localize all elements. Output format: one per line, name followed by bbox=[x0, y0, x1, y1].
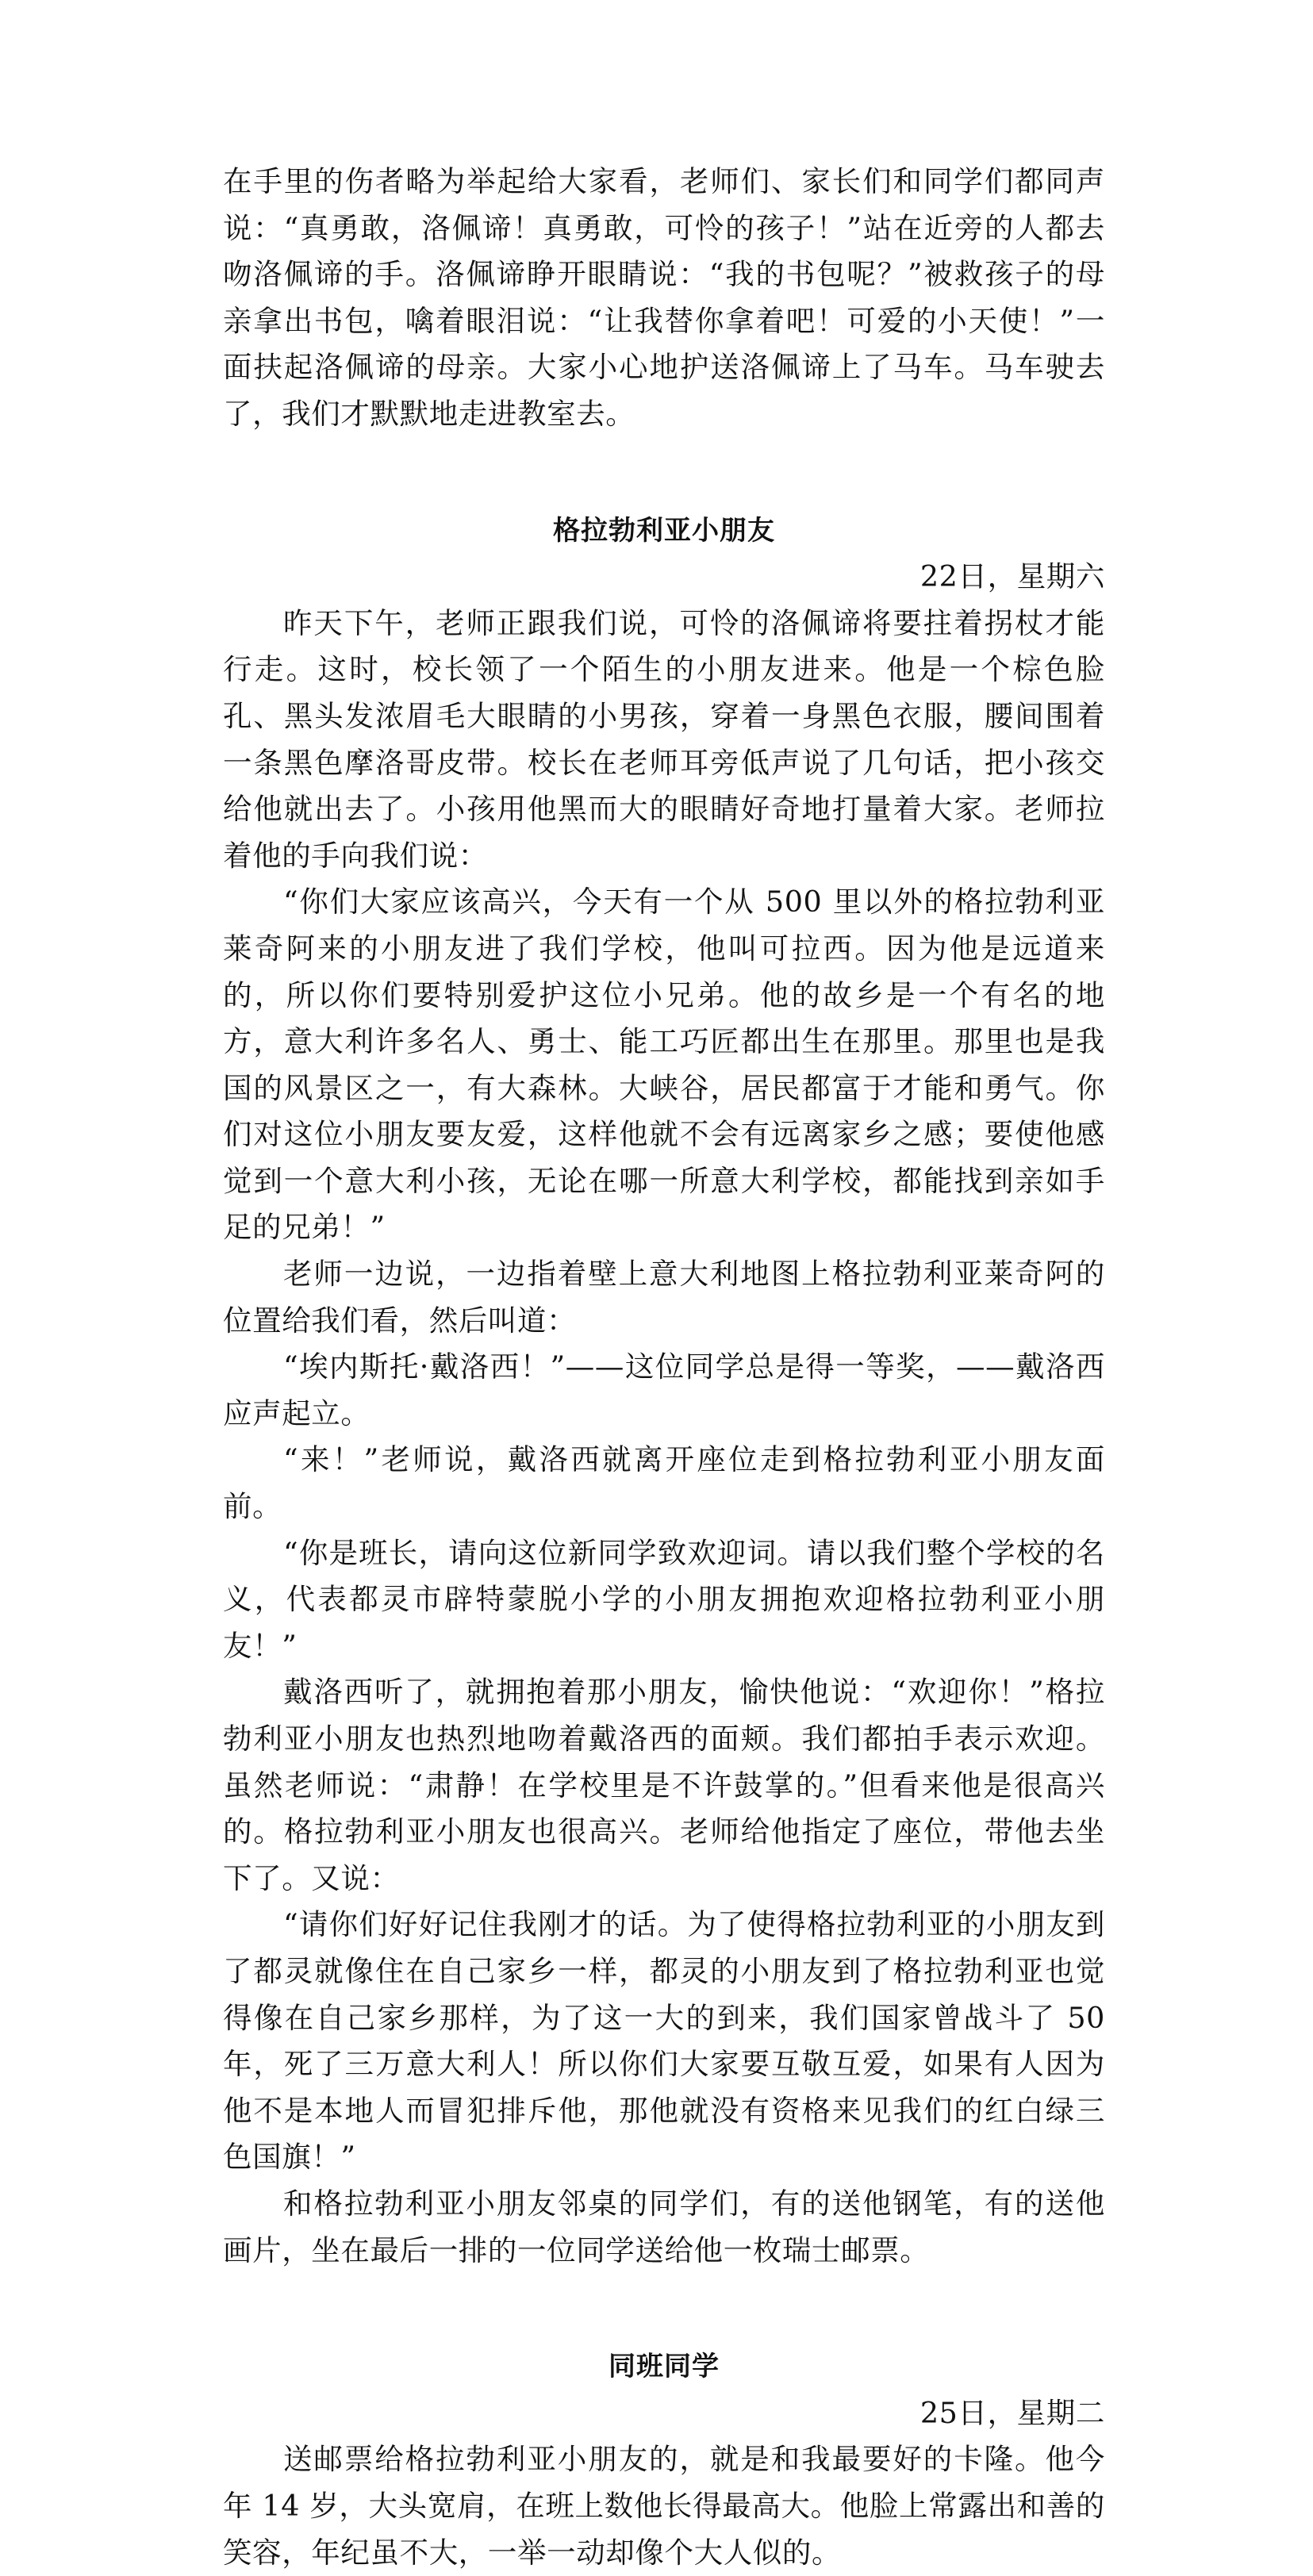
section-date: 22日，星期六 bbox=[919, 559, 1105, 594]
paragraph: “你们大家应该高兴，今天有一个从 500 里以外的格拉勃利亚莱奇阿来的小朋友进了我们学校，他叫可拉西。因为他是远道来的，所以你们要特别爱护这位小兄弟。他的故乡是一个有名的地方，意大利许多名人、勇士、能工巧匠都出生在那里。那里也是我国的风景区之一，有大森林。大峡谷，居民都富于才能和勇气。你们对这位小朋友要友爱，这样他就不会有远离家乡之感；要使他感觉到一个意大利小孩，无论在哪一所意大利学校，都能找到亲如手足的兄弟！” bbox=[223, 885, 1105, 1245]
section-calabrian-boy bbox=[223, 508, 1105, 2275]
paragraph: 和格拉勃利亚小朋友邻桌的同学们，有的送他钢笔，有的送他画片，坐在最后一排的一位同学送给他一枚瑞士邮票。 bbox=[223, 2186, 1105, 2267]
paragraph: “埃内斯托·戴洛西！”——这位同学总是得一等奖，——戴洛西应声起立。 bbox=[223, 1349, 1105, 1430]
document-page bbox=[223, 159, 1105, 2576]
section-spacer bbox=[223, 2274, 1105, 2344]
paragraph: 老师一边说，一边指着壁上意大利地图上格拉勃利亚莱奇阿的位置给我们看，然后叫道： bbox=[223, 1257, 1105, 1338]
section-title: 格拉勃利亚小朋友 bbox=[553, 514, 775, 547]
section-title: 同班同学 bbox=[609, 2351, 720, 2383]
section-date: 25日，星期二 bbox=[919, 2395, 1105, 2430]
paragraph: 戴洛西听了，就拥抱着那小朋友，愉快他说：“欢迎你！”格拉勃利亚小朋友也热烈地吻着戴洛西的面颊。我们都拍手表示欢迎。虽然老师说：“肃静！在学校里是不许鼓掌的。”但看来他是很高兴的。格拉勃利亚小朋友也很高兴。老师给他指定了座位，带他去坐下了。又说： bbox=[223, 1675, 1105, 1895]
paragraph: 昨天下午，老师正跟我们说，可怜的洛佩谛将要拄着拐杖才能行走。这时，校长领了一个陌生的小朋友进来。他是一个棕色脸孔、黑头发浓眉毛大眼睛的小男孩，穿着一身黑色衣服，腰间围着一条黑色摩洛哥皮带。校长在老师耳旁低声说了几句话，把小孩交给他就出去了。小孩用他黑而大的眼睛好奇地打量着大家。老师拉着他的手向我们说： bbox=[223, 605, 1105, 873]
paragraph: “来！”老师说，戴洛西就离开座位走到格拉勃利亚小朋友面前。 bbox=[223, 1442, 1105, 1524]
paragraph: “你是班长，请向这位新同学致欢迎词。请以我们整个学校的名义，代表都灵市辟特蒙脱小学的小朋友拥抱欢迎格拉勃利亚小朋友！” bbox=[223, 1535, 1105, 1663]
section-spacer bbox=[223, 438, 1105, 508]
continued-paragraph: 在手里的伤者略为举起给大家看，老师们、家长们和同学们都同声说：“真勇敢，洛佩谛！真勇敢，可怜的孩子！”站在近旁的人都去吻洛佩谛的手。洛佩谛睁开眼睛说：“我的书包呢？”被救孩子的母亲拿出书包，噙着眼泪说：“让我替你拿着吧！可爱的小天使！”一面扶起洛佩谛的母亲。大家小心地护送洛佩谛上了马车。马车驶去了，我们才默默地走进教室去。 bbox=[223, 164, 1105, 431]
paragraph: 送邮票给格拉勃利亚小朋友的，就是和我最要好的卡隆。他今年 14 岁，大头宽肩，在班上数他长得最高大。他脸上常露出和善的笑容，年纪虽不大，一举一动却像个大人似的。 bbox=[223, 2442, 1105, 2570]
section-classmates bbox=[223, 2344, 1105, 2576]
paragraph: “请你们好好记住我刚才的话。为了使得格拉勃利亚的小朋友到了都灵就像住在自己家乡一样，都灵的小朋友到了格拉勃利亚也觉得像在自己家乡那样，为了这一大的到来，我们国家曾战斗了 50 年，死了三万意大利人！所以你们大家要互敬互爱，如果有人因为他不是本地人而冒犯排斥他，那他就没有资格来见我们的红白绿三色国旗！” bbox=[223, 1907, 1105, 2175]
